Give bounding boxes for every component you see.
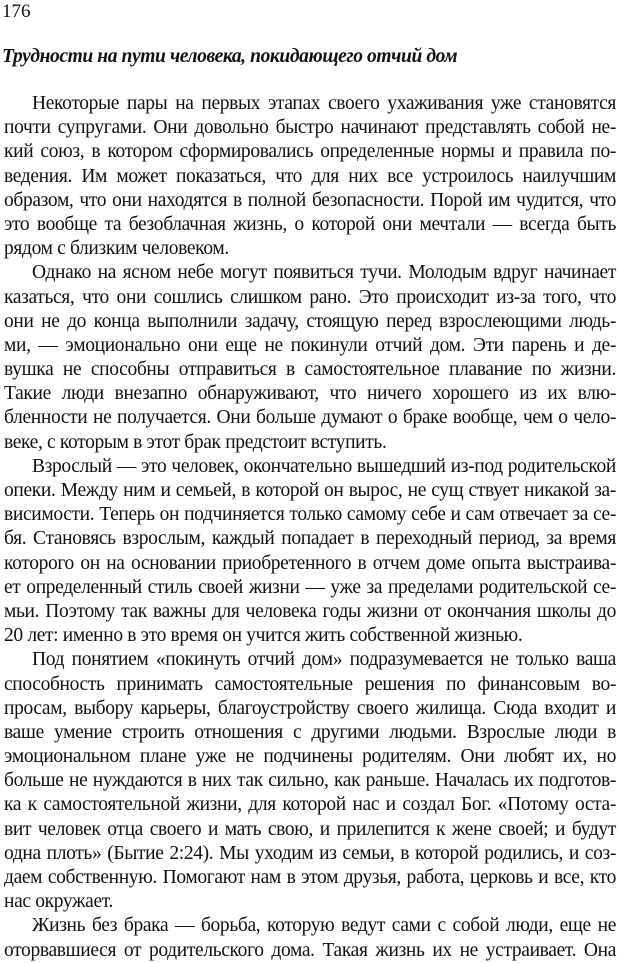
text-line: ет определенный стиль своей жизни — уже за пределами родительской се- <box>4 576 616 598</box>
page-number: 176 <box>2 1 31 22</box>
text-line: оторвавшиеся от родительского дома. Такая жизнь их не устраивает. Она <box>4 939 616 961</box>
text-line: одна плоть» (Бытие 2:24). Мы уходим из семьи, в которой родились, и соз- <box>4 842 616 864</box>
text-line: казаться, что они сошлись слишком рано. Это происходит из-за того, что <box>4 286 616 308</box>
text-line: опеки. Между ним и семьей, в которой он вырос, не сущ ствует никакой за- <box>4 480 616 501</box>
text-line: веке, с которым в этот брак предстоит вступить. <box>4 431 387 453</box>
text-line: мьи. Поэтому так важны для человека годы жизни от окончания школы до <box>4 600 616 622</box>
text-line: образом, что они находятся в полной безопасности. Порой им чудится, что <box>4 189 616 211</box>
text-line: Взрослый — это человек, окончательно вышедший из-под родительской <box>32 455 616 477</box>
text-line: Некоторые пары на первых этапах своего ухаживания уже становятся <box>32 93 616 114</box>
text-line: ми, — эмоционально они еще не покинули отчий дом. Эти парень и де- <box>4 334 616 356</box>
text-line: это вообще та безоблачная жизнь, о которой они мечтали — всегда быть <box>4 213 616 235</box>
text-line: они не до конца выполнили задачу, стоящую перед взрослеющими людь- <box>4 310 616 332</box>
text-line: Под понятием «покинуть отчий дом» подразумевается не только ваша <box>32 649 616 671</box>
text-line: почти супругами. Они довольно быстро начинают представлять собой не- <box>4 117 616 139</box>
body-text <box>4 92 616 963</box>
text-line: ваше умение строить отношения с другими людьми. Взрослые люди в <box>4 721 616 743</box>
text-line: ка к самостоятельной жизни, для которой нас и создал Бог. «Потому оста- <box>4 794 616 816</box>
text-line: 20 лет: именно в это время он учится жить собственной жизнью. <box>4 625 523 647</box>
text-line: которого он на основании приобретенного в отчем доме опыта выстраива- <box>4 552 616 574</box>
text-line: висимости. Теперь он подчиняется только самому себе и сам отвечает за се- <box>4 504 616 526</box>
text-line: эмоциональном плане уже не подчинены родителям. Они любят их, но <box>4 746 616 768</box>
text-line: Жизнь без брака — борьба, которую ведут сами с собой люди, еще не <box>32 915 616 937</box>
text-line: просам, выбору карьеры, благоустройству своего жилища. Сюда входит и <box>4 697 616 719</box>
text-line: способность принимать самостоятельные решения по финансовым во- <box>4 673 616 695</box>
text-line: вит человек отца своего и мать свою, и прилепится к жене своей; и будут <box>4 818 616 840</box>
text-line: рядом с близким человеком. <box>4 238 229 260</box>
text-line: бя. Становясь взрослым, каждый попадает в переходный период, за время <box>4 528 616 550</box>
text-line: вушка не способны отправиться в самостоятельное плавание по жизни. <box>4 359 616 381</box>
text-line: Такие люди внезапно обнаруживают, что ничего хорошего из их влю- <box>4 383 616 405</box>
text-line: больше не нуждаются в них так сильно, как раньше. Началась их подготов- <box>4 770 616 792</box>
text-line: нас окружает. <box>4 891 113 913</box>
text-line: бленности не получается. Они больше думают о браке вообще, чем о чело- <box>4 407 616 429</box>
text-line: даем собственную. Помогают нам в этом друзья, работа, церковь и все, кто <box>4 867 616 888</box>
text-line: ведения. Им может показаться, что для них все устроилось наилучшим <box>4 165 616 187</box>
text-line: кий союз, в котором сформировались определенные нормы и правила по- <box>4 141 616 163</box>
section-heading: Трудности на пути человека, покидающего отчий дом <box>2 46 458 67</box>
text-line: Однако на ясном небе могут появиться тучи. Молодым вдруг начинает <box>32 262 616 284</box>
